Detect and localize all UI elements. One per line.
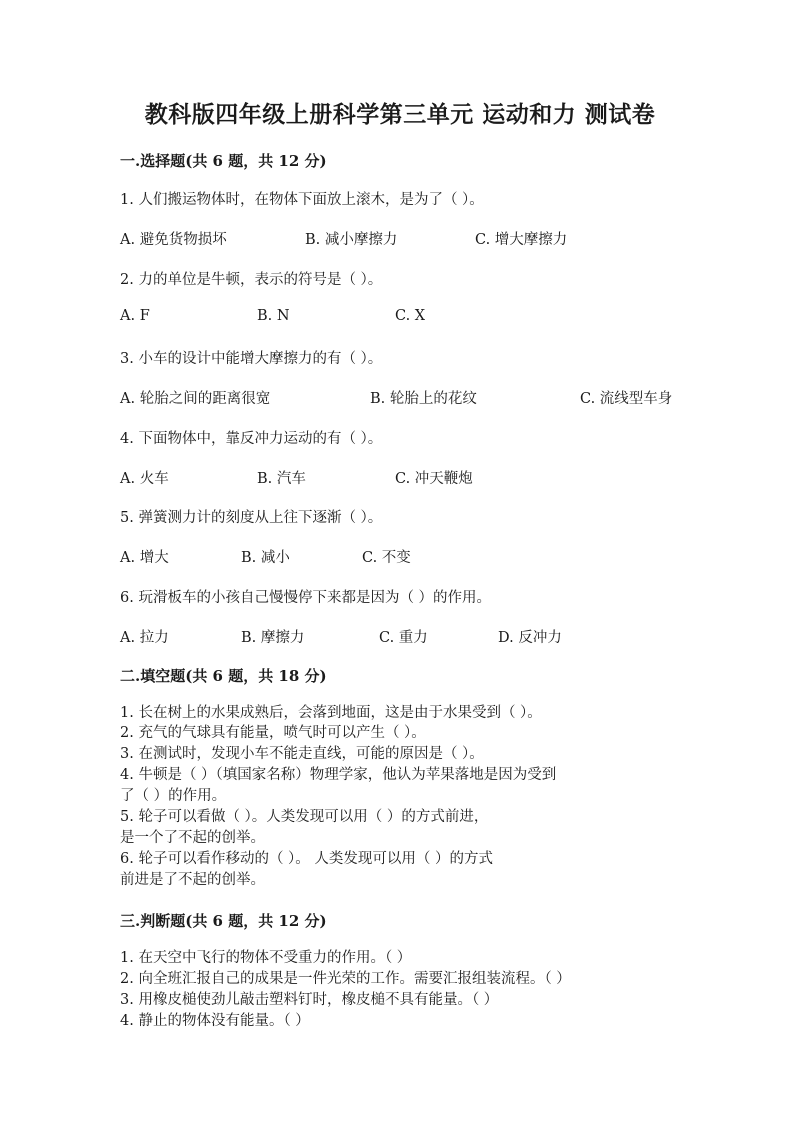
judge-line: 3. 用橡皮槌使劲儿敲击塑料钉时，橡皮槌不具有能量。（ ） bbox=[120, 992, 499, 1008]
fill-line: 是一个了不起的创举。 bbox=[120, 830, 265, 846]
section-heading-judge: 三.判断题(共 6 题，共 12 分) bbox=[120, 912, 327, 930]
choice-option: A. 轮胎之间的距离很宽 bbox=[120, 391, 271, 407]
choice-option: C. 流线型车身 bbox=[580, 391, 673, 407]
fill-line: 5. 轮子可以看做（ ）。人类发现可以用（ ）的方式前进， bbox=[120, 809, 489, 825]
fill-line: 2. 充气的气球具有能量，喷气时可以产生（ ）。 bbox=[120, 725, 426, 741]
choice-option: C. 冲天鞭炮 bbox=[395, 471, 473, 487]
choice-option: B. N bbox=[257, 308, 290, 324]
section-heading-fill: 二.填空题(共 6 题，共 18 分) bbox=[120, 667, 327, 685]
choice-option: A. 火车 bbox=[120, 471, 169, 487]
choice-option: B. 摩擦力 bbox=[241, 630, 305, 646]
choice-option: A. 增大 bbox=[120, 550, 169, 566]
choice-question-6: 6. 玩滑板车的小孩自己慢慢停下来都是因为（ ）的作用。 bbox=[120, 590, 492, 606]
choice-option: A. 避免货物损坏 bbox=[120, 232, 227, 248]
fill-line: 4. 牛顿是（ ）（填国家名称）物理学家，他认为苹果落地是因为受到 bbox=[120, 767, 557, 783]
choice-question-3: 3. 小车的设计中能增大摩擦力的有（ ）。 bbox=[120, 351, 383, 367]
judge-line: 1. 在天空中飞行的物体不受重力的作用。（ ） bbox=[120, 950, 412, 966]
fill-line: 1. 长在树上的水果成熟后，会落到地面，这是由于水果受到（ ）。 bbox=[120, 705, 542, 721]
choice-question-4: 4. 下面物体中，靠反冲力运动的有（ ）。 bbox=[120, 431, 383, 447]
choice-question-1: 1. 人们搬运物体时，在物体下面放上滚木，是为了（ ）。 bbox=[120, 192, 484, 208]
choice-option: C. 重力 bbox=[379, 630, 428, 646]
choice-option: A. 拉力 bbox=[120, 630, 169, 646]
choice-option: A. F bbox=[120, 308, 150, 324]
choice-option: C. 增大摩擦力 bbox=[475, 232, 568, 248]
judge-line: 4. 静止的物体没有能量。（ ） bbox=[120, 1013, 310, 1029]
choice-option: B. 轮胎上的花纹 bbox=[370, 391, 477, 407]
fill-line: 了（ ）的作用。 bbox=[120, 788, 227, 804]
choice-question-2: 2. 力的单位是牛顿，表示的符号是（ ）。 bbox=[120, 272, 383, 288]
choice-option: C. X bbox=[395, 308, 426, 324]
section-heading-choice: 一.选择题(共 6 题，共 12 分) bbox=[120, 152, 327, 170]
fill-line: 前进是了不起的创举。 bbox=[120, 872, 265, 888]
fill-line: 3. 在测试时，发现小车不能走直线，可能的原因是（ ）。 bbox=[120, 746, 484, 762]
choice-option: B. 减小 bbox=[241, 550, 290, 566]
fill-line: 6. 轮子可以看作移动的（ ）。 人类发现可以用（ ）的方式 bbox=[120, 851, 494, 867]
judge-line: 2. 向全班汇报自己的成果是一件光荣的工作。需要汇报组装流程。（ ） bbox=[120, 971, 571, 987]
choice-option: B. 减小摩擦力 bbox=[305, 232, 398, 248]
choice-question-5: 5. 弹簧测力计的刻度从上往下逐渐（ ）。 bbox=[120, 510, 383, 526]
page-title: 教科版四年级上册科学第三单元 运动和力 测试卷 bbox=[144, 101, 656, 128]
choice-option: B. 汽车 bbox=[257, 471, 306, 487]
choice-option: C. 不变 bbox=[362, 550, 411, 566]
choice-option: D. 反冲力 bbox=[498, 630, 562, 646]
